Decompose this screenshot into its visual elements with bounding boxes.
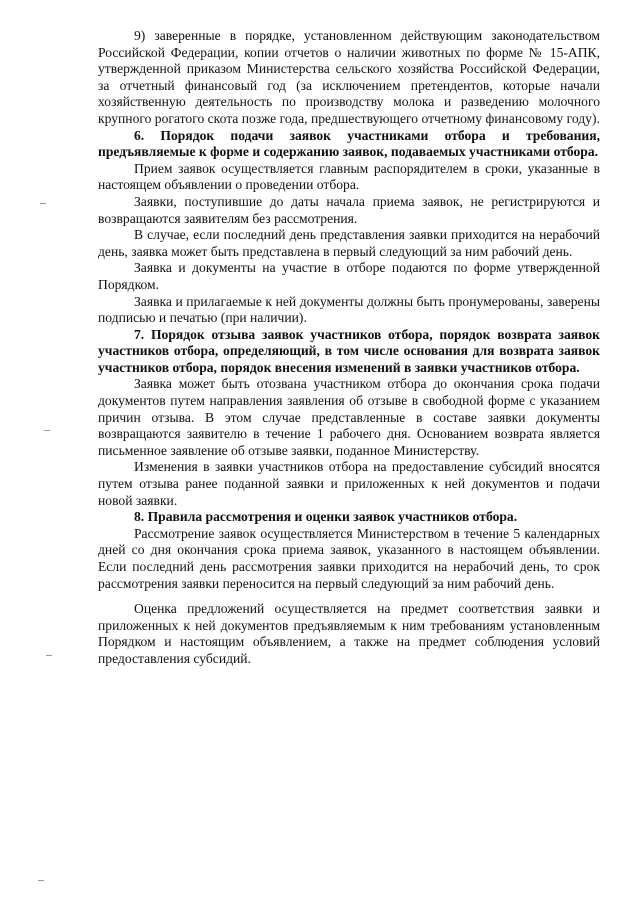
scan-mark [44,430,50,431]
paragraph-submission-timing: Прием заявок осуществляется главным распорядителем в сроки, указанные в настоящем объявлении о проведении отбора. [98,160,600,193]
paragraph-item-9: 9) заверенные в порядке, установленном действующим законодательством Российской Федерации, копии отчетов о наличии животных по форме № 15-АПК, утвержденной приказом Министерства сельского хозяйства Российской Федерации, за отчетный финансовый год (за исключением претендентов, которые начали хозяйственную деятельность по производству молока и разведению молочного крупного рогатого скота позже года, предшествующего отчетному финансовому году). [98,28,600,126]
paragraph-non-working-day: В случае, если последний день представления заявки приходится на нерабочий день, заявка может быть представлена в первый следующий за ним рабочий день. [98,227,600,259]
section-8-heading: 8. Правила рассмотрения и оценки заявок участников отбора. [134,509,518,525]
paragraph-withdrawal: Заявка может быть отозвана участником отбора до окончания срока подачи документов путем направления заявления об отзыве в свободной форме с указанием причин отзыва. В этом случае представленные в составе заявки документы возвращаются заявителю в течение 1 рабочего дня. Основанием возврата является письменное заявление об отзыве заявки, поданное Министерству. [98,376,600,458]
paragraph-changes: Изменения в заявки участников отбора на предоставление субсидий вносятся путем отзыва ранее поданной заявки и приложенных к ней документов и подачи новой заявки. [98,459,600,508]
paragraph-evaluation: Оценка предложений осуществляется на предмет соответствия заявки и приложенных к ней документов предъявляемым к ним требованиям установленным Порядком и настоящим объявлением, а также на предмет соблюдения условий предоставления субсидий. [98,601,600,666]
paragraph-review-period: Рассмотрение заявок осуществляется Министерством в течение 5 календарных дней со дня окончания срока приема заявок, указанного в настоящем объявлении. Если последний день рассмотрения заявки приходится на нерабочий день, то срок рассмотрения заявки переносится на первый следующий за ним рабочий день. [98,525,600,591]
scan-mark [40,203,46,204]
paragraph-numbering: Заявка и прилагаемые к ней документы должны быть пронумерованы, заверены подписью и печатью (при наличии). [98,293,600,326]
document-page [98,28,600,668]
paragraph-early-applications: Заявки, поступившие до даты начала приема заявок, не регистрируются и возвращаются заявителям без рассмотрения. [98,193,600,226]
scan-mark [46,655,52,656]
section-7-heading: 7. Порядок отзыва заявок участников отбора, порядок возврата заявок участников отбора, определяющий, в том числе основания для возврата заявок участников отбора, порядок внесения изменений в заявки участников отбора. [98,326,600,375]
scan-mark [38,880,44,881]
paragraph-form: Заявка и документы на участие в отборе подаются по форме утвержденной Порядком. [98,260,600,292]
section-6-heading: 6. Порядок подачи заявок участниками отбора и требования, предъявляемые к форме и содержанию заявок, подаваемых участниками отбора. [98,127,600,160]
